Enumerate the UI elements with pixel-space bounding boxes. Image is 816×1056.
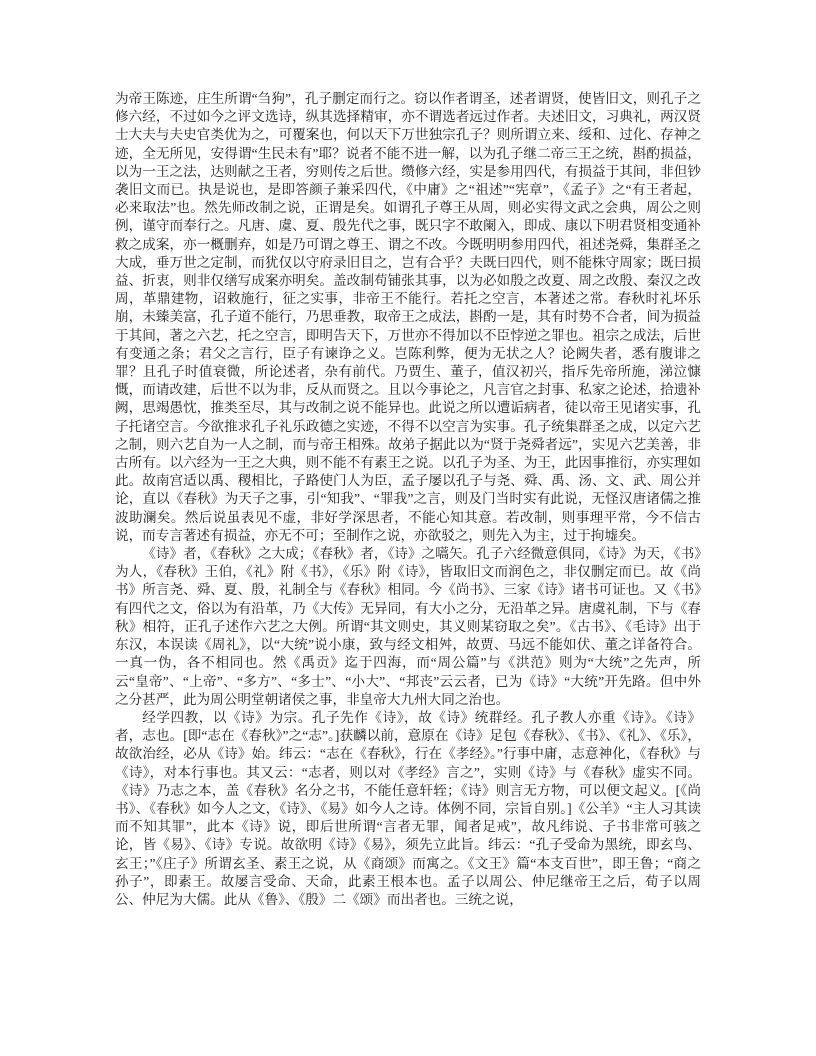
document-body (115, 90, 701, 909)
paragraph: 《诗》者，《春秋》之大成；《春秋》者，《诗》之嚆矢。孔子六经微意俱同，《诗》为天，《书》为人，《春秋》王伯，《礼》附《书》，《乐》附《诗》，皆取旧文而润色之，非仅删定而已。故《尚书》所言尧、舜、夏、殷，礼制全与《春秋》相同。今《尚书》、三家《诗》诸书可证也。又《书》有四代之文，俗以为有沿革，乃《大传》无异同，有大小之分，无沿革之异。唐虞礼制，下与《春秋》相符，正孔子述作六艺之大例。所谓“其文则史，其义则某窃取之矣”。《古书》、《毛诗》出于东汉，本误读《周礼》，以“大统”说小康，致与经文相舛，故贾、马远不能如伏、董之详备符合。一真一伪，各不相同也。然《禹贡》迄于四海，而“周公篇”与《洪范》则为“大统”之先声，所云“皇帝”、“上帝”、“多方”、“多士”、“小大”、“邦丧”云云者，已为《诗》“大统”开先路。但中外之分甚严，此为周公明堂朝诸侯之事，非皇帝大九州大同之治也。 (115, 546, 701, 707)
paragraph: 经学四教，以《诗》为宗。孔子先作《诗》，故《诗》统群经。孔子教人亦重《诗》。《诗》者，志也。[即“志在《春秋》”之“志”。]获麟以前，意原在《诗》足包《春秋》、《书》、《礼》、《乐》，故欲治经，必从《诗》始。纬云：“志在《春秋》，行在《孝经》。”行事中庸，志意神化，《春秋》与《诗》，对本行事也。其又云：“志者，则以对《孝经》言之”，实则《诗》与《春秋》虚实不同。《诗》乃志之本，盖《春秋》名分之书，不能任意轩轾；《诗》则言无方物，可以便文起义。[《尚书》、《春秋》如今人之文，《诗》、《易》如今人之诗。体例不同，宗旨自别。]《公羊》“主人习其读而不知其罪”，此本《诗》说，即后世所谓“言者无罪，闻者足戒”，故凡纬说、子书非常可骇之论，皆《易》、《诗》专说。故欲明《诗》《易》，须先立此旨。纬云：“孔子受命为黑统，即玄鸟、玄王；”《庄子》所谓玄圣、素王之说，从《商颂》而寓之。《文王》篇“本支百世”，即王鲁；“商之孙子”，即素王。故屡言受命、天命，此素王根本也。孟子以周公、仲尼继帝王之后，荀子以周公、仲尼为大儒。此从《鲁》、《殷》二《颂》而出者也。三统之说， (115, 709, 701, 907)
paragraph: 为帝王陈迹，庄生所谓“刍狗”，孔子删定而行之。窃以作者谓圣，述者谓贤，使皆旧文，则孔子之修六经，不过如今之评文选诗，纵其选择精审，亦不谓选者远过作者。夫述旧文，习典礼，两汉贤士大夫与夫史官类优为之，可覆案也，何以天下万世独宗孔子？则所谓立来、绥和、过化、存神之迹，全无所见，安得谓“生民未有”耶？说者不能不进一解，以为孔子继二帝三王之统，斟酌损益，以为一王之法，达则献之王者，穷则传之后世。缵修六经，实是参用四代，有损益于其间，非但钞袭旧文而已。执是说也，是即答颜子兼采四代，《中庸》之“祖述”“宪章”，《孟子》之“有王者起，必来取法”也。然先师改制之说，正谓是矣。如谓孔子尊王从周，则必实得文武之会典，周公之则例，谨守而奉行之。凡唐、虞、夏、殷先代之事，既只字不敢阑入，即成、康以下明君贤相变通补救之成案，亦一概删弃，如是乃可谓之尊王、谓之不改。今既明明参用四代，祖述尧舜，集群圣之大成，垂万世之定制，而犹仅以守府录旧目之，岂有合乎？夫既曰四代，则不能株守周家；既曰损益、折衷，则非仅缮写成案亦明矣。盖改制苟铺张其事，以为必如殷之改夏、周之改殷、秦汉之改周，革鼎建物，诏敕施行，征之实事，非帝王不能行。若托之空言，本著述之常。春秋时礼坏乐崩，未臻美富，孔子道不能行，乃思垂教，取帝王之成法，斟酌一是，其有时势不合者，间为损益于其间，著之六艺，托之空言，即明告天下，万世亦不得加以不臣悖逆之罪也。祖宗之成法，后世有变通之条；君父之言行，臣子有谏诤之义。岂陈利弊，便为无状之人？论阙失者，悉有腹诽之罪？且孔子时值衰微，所论述者，杂有前代。乃贾生、董子，值汉初兴，指斥先帝所施，涕泣慷慨，而请改建，后世不以为非，反从而贤之。且以今事论之，凡言官之封事、私家之论述，拾遗补阙，思竭愚忱，推类至尽，其与改制之说不能异也。此说之所以遭诟病者，徒以帝王见诸实事，孔子托诸空言。今欲推求孔子礼乐政德之实迹，不得不以空言为实事。孔子统集群圣之成，以定六艺之制，则六艺自为一人之制，而与帝王相殊。故弟子据此以为“贤于尧舜者远”，实见六艺美善，非古所有。以六经为一王之大典，则不能不有素王之说。以孔子为圣、为王，此因事推衍，亦实理如此。故南宫适以禹、稷相比，子路使门人为臣，孟子屡以孔子与尧、舜、禹、汤、文、武、周公并论，直以《春秋》为天子之事，引“知我”、“罪我”之言，则及门当时实有此说，无怪汉唐诸儒之推波助澜矣。然后说虽表见不虚，非好学深思者，不能心知其意。若改制，则事理平常，今不信古说，而专言著述有损益，亦无不可；至制作之说，亦欲驳之，则先入为主，过于拘墟矣。 (115, 91, 701, 543)
